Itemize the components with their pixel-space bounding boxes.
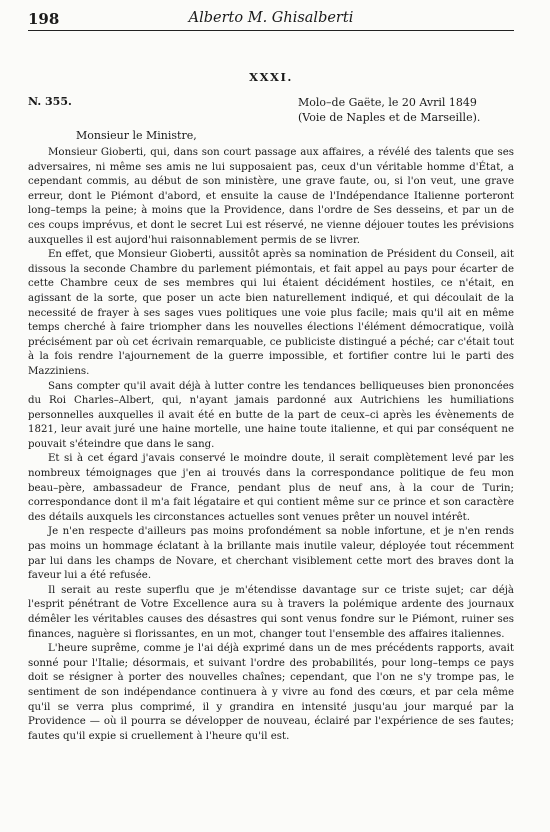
place-date (298, 95, 480, 125)
paragraph: Et si à cet égard j'avais conservé le moindre doute, il serait complètement levé par les nombreux témoignages que j'en ai trouvés dans la correspondance politique de feu mon beau–père, ambassadeur de France, pendant plus de neuf ans, à la cour de Turin; correspondance dont il m'a fait légataire et qui contient même sur ce prince et son caractère des détails auxquels les circonstances actuelles sont venues prêter un nouvel intérêt. (28, 453, 514, 523)
salutation: Monsieur le Ministre, (76, 129, 197, 142)
place-date-line-2: (Voie de Naples et de Marseille). (298, 111, 481, 124)
page-header (28, 10, 514, 32)
paragraph: L'heure suprême, comme je l'ai déjà exprimé dans un de mes précédents rapports, avait sonné pour l'Italie; désormais, et suivant l'ordre des probabilités, pour long–temps ce pays doit se résigner à porter des nouvelles chaînes; cependant, que l'on ne s'y trompe pas, le sentiment de son indépendance continuera à y vivre au fond des cœurs, et par cela même qu'il se verra plus comprimé, il y grandira en intensité jusqu'au jour marqué par la Providence — où il pourra se développer de nouveau, éclairé par l'expérience de ses fautes; fautes qu'il expie si cruellement à l'heure qu'il est. (28, 643, 514, 742)
page-number: 198 (28, 10, 60, 28)
paragraph: En effet, que Monsieur Gioberti, aussitôt après sa nomination de Président du Conseil, ait dissous la seconde Chambre du parlement piémontais, et fait appel au pays pour écarter de cette Chambre ceux de ses membres qui lui étaient décidément hostiles, ce n'était, en agissant de la sorte, que poser un acte bien naturellement indiqué, et qui découlait de la necessité de frayer à ses sages vues politiques une voie plus facile; mais qu'il ait en même temps cherché à faire triompher dans les nouvelles élections l'élément démocratique, voilà précisément par où cet écrivain remarquable, ce publiciste distingué a péché; car c'était tout à la fois rendre l'ajournement de la guerre impossible, et fortifier contre lui le parti des Mazziniens. (28, 249, 514, 377)
document-page (28, 10, 514, 744)
letter-meta (28, 95, 514, 129)
paragraph: Je n'en respecte d'ailleurs pas moins profondément sa noble infortune, et je n'en rends pas moins un hommage éclatant à la brillante mais inutile valeur, déployée tout récemment par lui dans les champs de Novare, et cherchant visiblement cette mort des braves dont la faveur lui a été refusée. (28, 526, 514, 582)
section-number: XXXI. (249, 70, 293, 84)
paragraph: Il serait au reste superflu que je m'étendisse davantage sur ce triste sujet; car déjà l'esprit pénétrant de Votre Excellence aura su à travers la polémique ardente des journaux démêler les véritables causes des désastres qui sont venus fondre sur le Piémont, ruiner ses finances, naguère si florissantes, en un mot, changer tout l'ensemble des affaires italiennes. (28, 584, 514, 640)
letter-body (28, 146, 514, 744)
running-head: Alberto M. Ghisalberti (188, 10, 354, 26)
place-date-line-1: Molo–de Gaëte, le 20 Avril 1849 (298, 96, 477, 109)
paragraph: Monsieur Gioberti, qui, dans son court passage aux affaires, a révélé des talents que ses adversaires, ni même ses amis ne lui supposaient pas, ceux d'un véritable homme d'État, a cependant commis, au début de son ministère, une grave faute, ou, si l'on veut, une grave erreur, dont le Piémont d'abord, et ensuite la cause de l'Indépendance Italienne porteront long–temps la peine; à moins que la Providence, dans l'ordre de Ses desseins, et par un de ces coups imprévus, et dont le secret Lui est réservé, ne vienne déjouer toutes les prévisions auxquelles il est aujord'hui raisonnablement permis de se livrer. (28, 147, 514, 246)
paragraph: Sans compter qu'il avait déjà à lutter contre les tendances belliqueuses bien prononcées du Roi Charles–Albert, qui, n'ayant jamais pardonné aux Autrichiens les humiliations personnelles auxquelles il avait été en butte de la part de ceux–ci après les évènements de 1821, leur avait juré une haine mortelle, une haine toute italienne, et qui par conséquent ne pouvait s'éteindre que dans le sang. (28, 380, 514, 450)
document-number: N. 355. (28, 95, 72, 108)
header-rule (28, 30, 514, 31)
